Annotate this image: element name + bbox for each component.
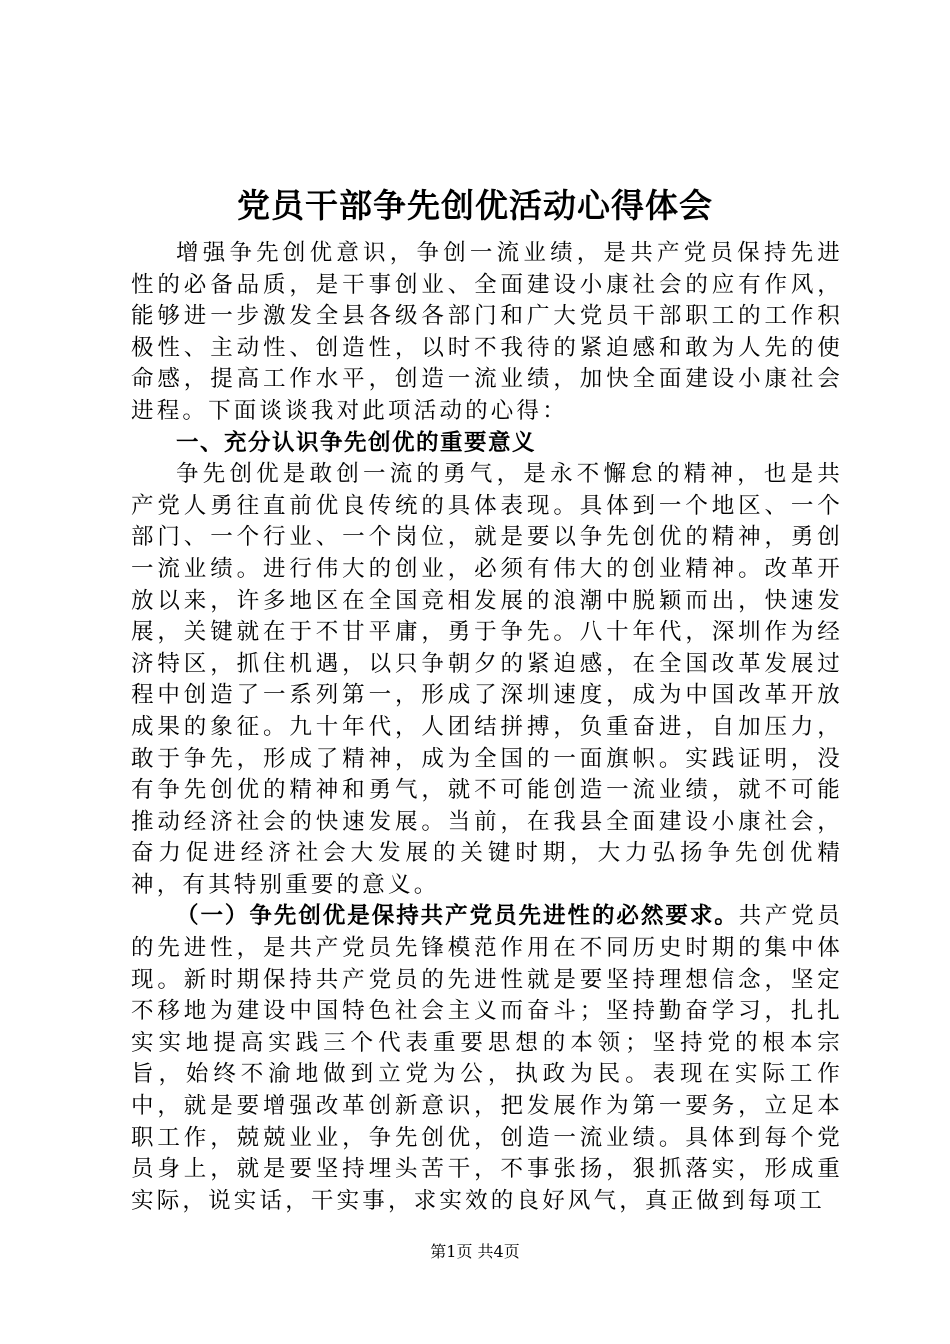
intro-paragraph: 增强争先创优意识，争创一流业绩，是共产党员保持先进性的必备品质，是干事创业、全面建设小康社会的应有作风，能够进一步激发全县各级各部门和广大党员干部职工的工作积极性、主动性、创造性，以时不我待的紧迫感和敢为人先的使命感，提高工作水平，创造一流业绩，加快全面建设小康社会进程。下面谈谈我对此项活动的心得： bbox=[131, 240, 843, 424]
section-paragraph-1: 争先创优是敢创一流的勇气，是永不懈怠的精神，也是共产党人勇往直前优良传统的具体表现。具体到一个地区、一个部门、一个行业、一个岗位，就是要以争先创优的精神，勇创一流业绩。进行伟大的创业，必须有伟大的创业精神。改革开放以来，许多地区在全国竞相发展的浪潮中脱颖而出，快速发展，关键就在于不甘平庸，勇于争先。八十年代，深圳作为经济特区，抓住机遇，以只争朝夕的紧迫感，在全国改革发展过程中创造了一系列第一，形成了深圳速度，成为中国改革开放成果的象征。九十年代，人团结拼搏，负重奋进，自加压力，敢于争先，形成了精神，成为全国的一面旗帜。实践证明，没有争先创优的精神和勇气，就不可能创造一流业绩，就不可能推动经济社会的快速发展。当前，在我县全面建设小康社会，奋力促进经济社会大发展的关键时期，大力弘扬争先创优精神，有其特别重要的意义。 bbox=[131, 461, 843, 898]
subsection-text-1: 共产党员的先进性，是共产党员先锋模范作用在不同历史时期的集中体现。新时期保持共产党员的先进性就是要坚持理想信念，坚定不移地为建设中国特色社会主义而奋斗；坚持勤奋学习，扎扎实实地提高实践三个代表重要思想的本领；坚持党的根本宗旨，始终不渝地做到立党为公，执政为民。表现在实际工作中，就是要增强改革创新意识，把发展作为第一要务，立足本职工作，兢兢业业，争先创优，创造一流业绩。具体到每个党员身上，就是要坚持埋头苦干，不事张扬，狠抓落实，形成重实际，说实话，干实事，求实效的良好风气，真正做到每项工 bbox=[131, 903, 843, 1214]
document-title: 党员干部争先创优活动心得体会 bbox=[237, 186, 713, 225]
page-number-footer: 第1页 共4页 bbox=[430, 1242, 520, 1261]
document-body bbox=[131, 238, 843, 1217]
section-heading-1: 一、充分认识争先创优的重要意义 bbox=[176, 429, 537, 456]
subsection-heading-1: （一）争先创优是保持共产党员先进性的必然要求。 bbox=[176, 903, 739, 930]
subsection-paragraph-1 bbox=[131, 901, 843, 1217]
